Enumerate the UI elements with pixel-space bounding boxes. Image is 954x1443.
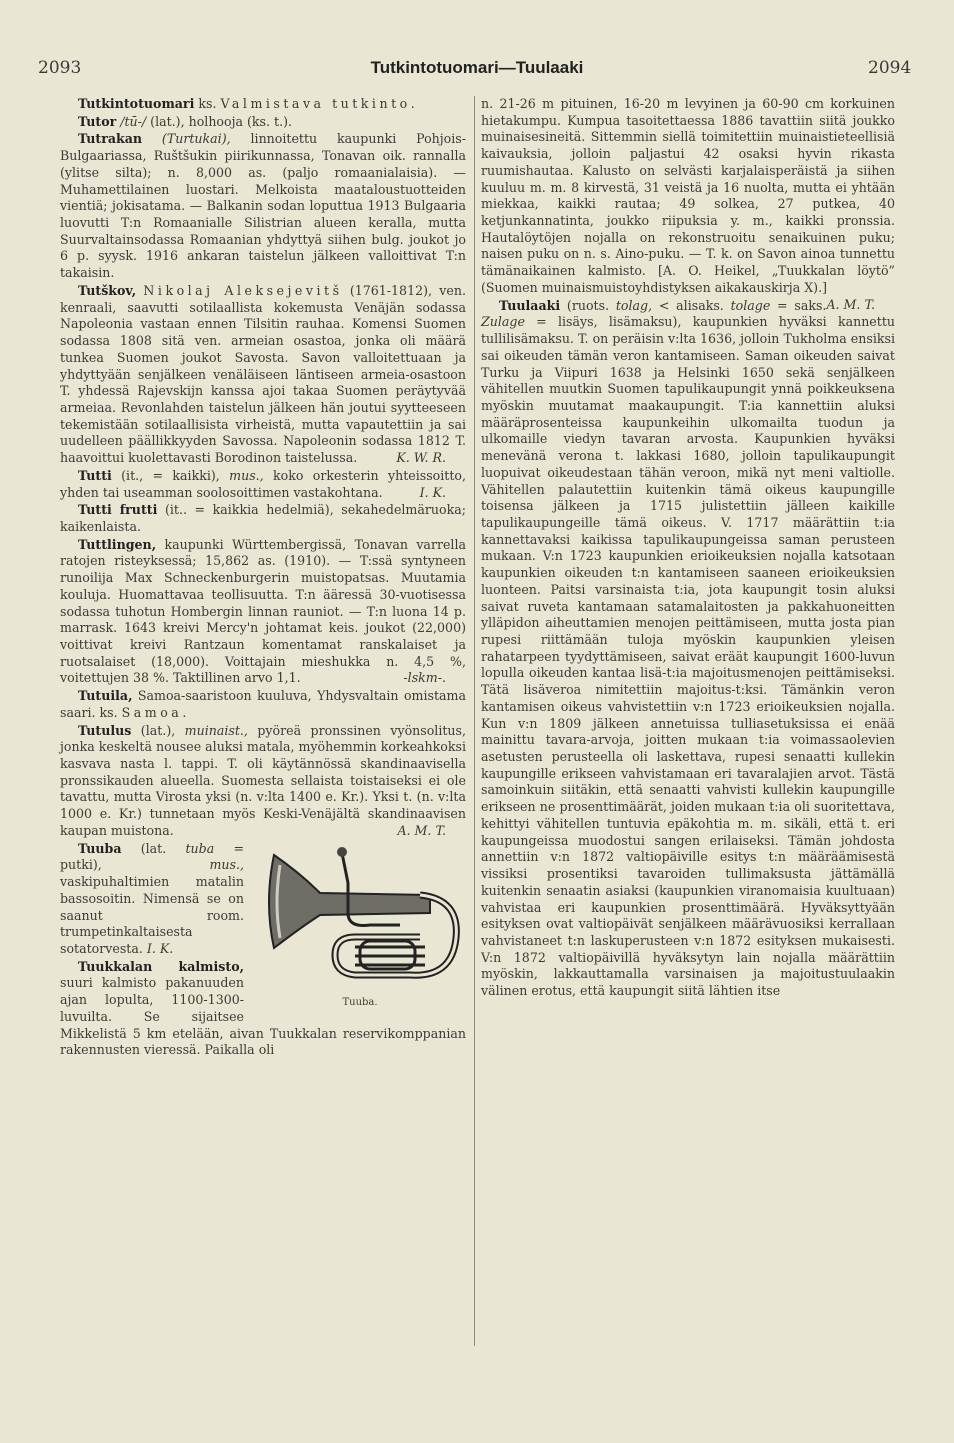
entry-text: Samoa-saaristoon kuuluva, Yhdysvaltain omistama saari. ks. [60,688,466,720]
entry-text: koko orkesterin yhteissoitto, yhden tai useamman soolosoittimen vastakohtana. [60,467,466,500]
page-number-right: 2094 [868,58,912,78]
entry-headword: Tutškov, [78,282,137,298]
entry-text: n. 21-26 m pituinen, 16-20 m levyinen ja 60-90 cm korkuinen hietakumpu. Kumpua tasoitettaessa 1886 tavattiin siitä joukko muinaisesineitä. Sittemmin siellä toimitettiin muinaistieteellisiä kaivauksia, jolloin paljastui 42 osaksi hyvin rikasta ruumishautaa. Kalusto on selvästi karjalaisperäistä ja siihen kuuluu m. m. 8 kirvestä, 31 veistä ja 16 nuolta, mutta ei yhtään miekkaa, kaikki rautaa; 49 solkea, 27 putkea, 40 ketjunkannatinta, joukko riipuksia y. m., kaikki pronssia. Hautalöytöjen nojalla on rekonstruoitu senaikuinen puku; naisen puku on n. s. Aino-puku. — T. k. on Savon ainoa tunnettu tämänaikainen kalmisto. [A. O. Heikel, „Tuukkalan löytö” (Suomen muinaismuistoyhdistyksen aikakauskirja X).] [481,96,895,295]
entry-text: Valmistava tutkinto [220,96,411,111]
entry-text: mus., [229,467,264,483]
tuba-figure [254,843,466,1015]
entry-text: (ruots. [560,297,616,313]
entry-headword: Tutkintotuomari [78,96,195,111]
entry-text: Zulage [481,314,525,330]
entry-headword: Tutulus [78,722,132,738]
entry-text: (lat.), [131,722,185,738]
entry-headword: Tuukkalan kalmisto, [78,958,244,974]
entry-text: (lat. [121,840,186,856]
entry-headword: Tuuba [78,840,122,856]
entry-text: tolag, [615,297,653,313]
entry-text: = lisäys, lisämaksu), kaupunkien hyväksi kannettu tullilisämaksu. T. on peräisin v:lta 1636, jolloin Tukholma ensiksi sai oikeuden tämän veron kantamiseen. Saman oikeuden saivat Turku ja Viipuri 1638 ja Helsinki 1650 sekä senjälkeen vähitellen muutkin Suomen tapulikaupungit ynnä poikkeuksena myöskin muutamat maakaupungit. T:ia kannettiin aluksi määräprosenteissa kaupunkeihin ulkomailta tuodun ja ulkomaille viedyn tavaran arvosta. Kaupunkien hyväksi menevänä verona t. lakkasi 1680, jolloin tapulikaupungit luopuivat oikeudestaan tähän veroon, mikä nyt meni valtiolle. Vähitellen palautettiin kuitenkin tämä oikeus kaupungille toisensa jälkeen ja 1715 julistettiin jälleen kaikille tapulikaupungeille tämä oikeus. V. 1717 määrättiin t:ia kannettavaksi kaikissa tapulikaupungeissa saman perusteen mukaan. V:n 1723 kaupunkien erioikeuksien nojalla katsotaan kaupunkien oikeuden t:n kantamiseen saaneen erioikeuksien luonteen. Paitsi varsinaista t:ia, jota kaupungit tosin aluksi saivat ruveta kantamaan satamalaitosten ja pakkahuoneitten ylläpidon aiheuttamien menojen peittämiseen, mutta josta pian rupesi riittämään tuloja myöskin kaupunkien yleisen rahatarpeen tyydyttämiseen, saivat eräät kaupungit 1600-luvun lopulla oikeuden kantaa lisä-t:ia majoitusmenojen peittämiseksi. Tätä lisäveroa nimitettiin majoitus-t:ksi. Tämänkin veron kantamisen oikeus vahvistettiin v:n 1723 erioikeuksien nojalla. Kun v:n 1809 jälkeen annetuissa tulliasetuksissa ei enää mainittu tavara-arvoja, joitten mukaan t:ia voimassaolevien asetusten perusteella oli laskettava, rupesi senaatti kullekin kaupungille erikseen vahvistamaan eri tavaralajien arvot. Tästä samoinkuin siitäkin, että senaatti vahvisti kullekin kaupungille erikseen ne prosenttimäärät, joiden mukaan t:ia oli suoritettava, kehittyi vähitellen tuntuvia epäkohtia m. m. sikäli, että t. eri kaupungeissa muodostui sangen erilaiseksi. Tämän johdosta annettiin v:n 1872 valtiopäiville esitys t:n määräämisestä vissiksi prosentiksi tavaroiden tullimaksusta jättämällä kuitenkin senaatin asiaksi (kaupunkien viranomaisia kuultuaan) vahvistaa eri kaupunkien prosenttimäärä. Hyväksyttyään esityksen ovat valtiopäivät senjälkeen määrävuosiksi kerrallaan vahvistaneet t:n laskuperusteen v:n 1872 esityksen mukaisesti. V:n 1872 valtiopäivillä hyväksytyn lain nojalla määrättiin myöskin, lakkauttamalla varsinaisen ja majoitustuulaakin välinen erotus, että kaupungit siitä lähtien itse [481,314,895,999]
entry-headword: Tuulaaki [499,297,561,313]
author-signature: A. M. T. [826,296,875,312]
page-number-left: 2093 [38,58,82,78]
entry-text: (it., = kaikki), [111,467,230,483]
entry-text: ks. [194,96,221,111]
entry-text: . [410,96,415,111]
encyclopedia-entry [60,131,466,281]
entry-headword: Tutti [78,467,112,483]
entry-text: kaupunki Württembergissä, Tonavan varrella ratojen risteyksessä; 15,862 as. (1910). — T:ssä syntyneen runoilija Max Schneckenburgerin muistopatsas. Muutamia kouluja. Huomattavaa teollisuutta. T:n ääressä 30-vuotisessa sodassa tuhotun Hombergin linnan rauniot. — T:n luona 14 p. marrask. 1643 kreivi Mercy'n johtamat keis. joukot (22,000) voittivat kreivi Rantzaun komentamat ranskalaiset ja ruotsalaiset (18,000). Voittajain mieshukka n. 4,5 %, voitettujen 38 %. Taktillinen arvo 1,1. [60,536,466,686]
entry-headword: Tuttlingen, [78,536,157,552]
entry-headword: Tutti frutti [78,502,158,518]
entry-headword: Tutrakan [78,131,143,147]
encyclopedia-entry [481,298,895,1000]
entry-headword: Tutor [78,113,117,129]
entry-text: suuri kalmisto pakanuuden ajan lopulta, 1100-1300-luvuilta. Se sijaitsee Mikkelistä 5 km etelään, aivan Tuukkalan reservikomppanian rakennusten vieressä. Paikalla oli [60,975,466,1058]
running-title: Tutkintotuomari—Tuulaaki [370,58,584,77]
entry-text: pyöreä pronssinen vyönsolitus, jonka keskeltä nousee aluksi matala, myöhemmin korkeahkoksi kasvava nasta l. tappi. T. oli käytännössä skandinaavisella pronssikauden alueella. Suomesta sellaista toistaiseksi ei ole tavattu, mutta Virosta yksi (n. v:lta 1400 e. Kr.). Yksi t. (n. v:lta 1000 e. Kr.) tunnetaan myös Keski-Venäjältä skandinaavisen kaupan muistona. [60,722,466,838]
entry-text: /tū-/ [116,113,147,129]
entry-text: Samoa [121,704,183,720]
encyclopedia-entry [60,468,466,501]
entry-text: Nikolaj Aleksejevitš [143,282,343,298]
entry-text: mus., [209,857,244,873]
encyclopedia-entry [60,283,466,467]
author-signature: -lskm-. [403,670,446,686]
entry-text: = putki), [60,840,244,873]
entry-text: linnoitettu kaupunki Pohjois-Bulgaariassa, Ruštšukin piirikunnassa, Tonavan oik. rannalla (ylitse silta); n. 8,000 as. (paljo romaanialaisia). — Muhamettilainen luostari. Melkoista maataloustuotteiden vientiä; jokisatama. — Balkanin sodan loputtua 1913 Bulgaaria luovutti T:n Romaanialle Silistrian alueen keralla, mutta Suurvaltainsodassa Romaanian yhdyttyä siihen bulg. joukot jo 6 p. syysk. 1916 ankaran taistelun jälkeen valloittivat T:n takaisin. [60,131,466,281]
right-column [481,96,895,1001]
entry-text: tolage [730,297,771,313]
entry-text: muinaist., [184,722,248,738]
tuba-illustration-icon [260,843,460,993]
entry-text: (it.. = kaikkia hedelmiä), sekahedelmäruoka; kaikenlaista. [60,502,466,534]
entry-text: . [182,704,187,720]
encyclopedia-entry [60,96,466,113]
author-signature: K. W. R. [396,450,446,466]
entry-text: (lat.), holhooja (ks. t.). [146,113,292,129]
author-signature: A. M. T. [397,822,446,838]
figure-caption: Tuuba. [342,996,378,1008]
entry-text: I. K. [146,940,174,956]
entry-text: vaskipuhaltimien matalin bassosoitin. Nimensä se on saanut room. trumpetinkaltaisesta sotatorvesta. [60,874,244,956]
left-column [60,96,466,1060]
column-divider [474,96,475,1346]
encyclopedia-entry [60,502,466,535]
entry-headword: Tutuila, [78,688,133,704]
encyclopedia-entry [60,537,466,687]
entry-text: = saks. [770,297,827,313]
encyclopedia-entry [60,114,466,131]
entry-text: (Turtukai), [142,131,231,147]
encyclopedia-entry [60,688,466,721]
author-signature: I. K. [419,484,446,500]
encyclopedia-entry [60,723,466,840]
entry-text: tuba [185,840,215,856]
entry-text: (1761-1812), ven. kenraali, saavutti sotilaallista kokemusta Venäjän sodassa Napoleonia vastaan ennen Tilsitin rauhaa. Komensi Suomen sodassa 1808 sitä ven. armeian osastoa, jonka oli määrä tunkea Suomen joukot Savosta. Savon valloitettuaan ja yhdyttyään senjälkeen venäläiseen läntiseen armeia-osastoon T. yhdessä Rajevskijn kanssa ajoi takaa Suomen peräytyvää armeiaa. Revonlahden taistelun jälkeen hän joutui syytteeseen tekemistään sotilaallisista virheistä, mutta vapautettiin ja sai uudelleen päällikkyyden Savossa. Napoleonin sodassa 1812 T. haavoittui kuolettavasti Borodinon taistelussa. [60,282,466,466]
entry-text: < alisaks. [652,297,731,313]
